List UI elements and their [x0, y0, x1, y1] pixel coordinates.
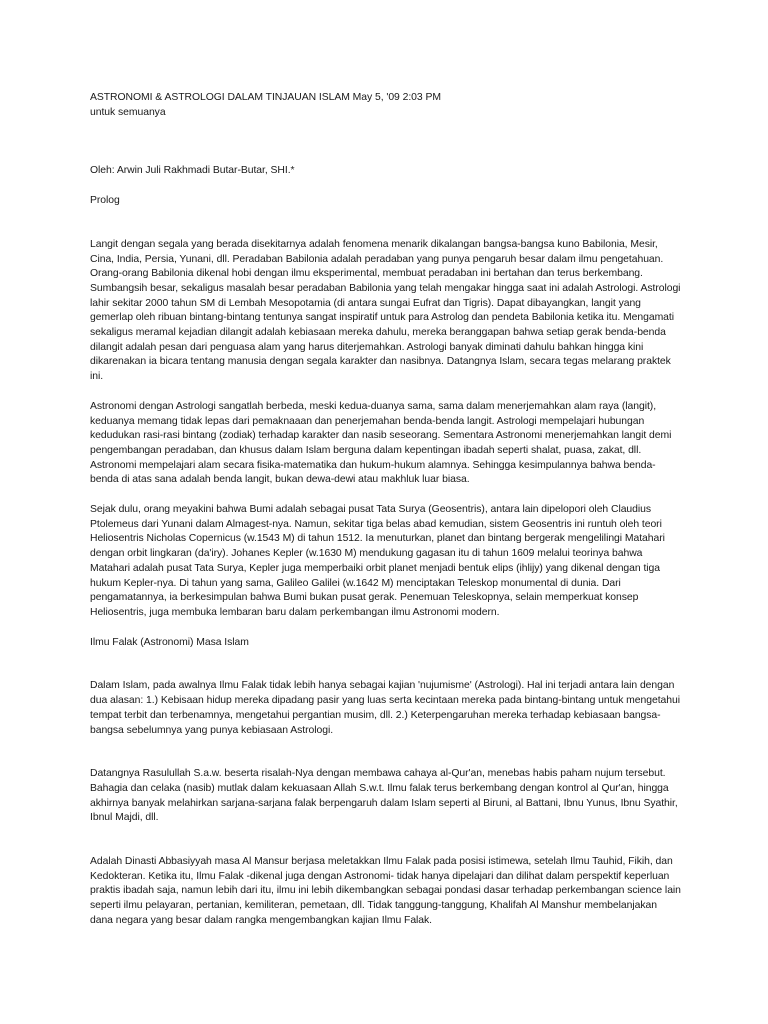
spacer — [90, 385, 682, 400]
author-line: Oleh: Arwin Juli Rakhmadi Butar-Butar, SHI.* — [90, 165, 295, 177]
paragraph-6: Adalah Dinasti Abbasiyyah masa Al Mansur berjasa meletakkan Ilmu Falak pada posisi istimewa, setelah Ilmu Tauhid, Fikih, dan Kedokteran. Ketika itu, Ilmu Falak -dikenal juga dengan Astronomi- tidak hanya dipelajari dan dilihat dalam perspektif keperluan praktis ibadah saja, namun lebih dari itu, ilmu ini lebih dikembangkan sebagai pondasi dasar terhadap perkembangan science lain seperti ilmu pelayaran, pertanian, kemiliteran, pemetaan, dll. Tidak tanggung-tanggung, Khalifah Al Manshur membelanjakan dana negara yang besar dalam rangka mengembangkan kajian Ilmu Falak. — [90, 856, 681, 926]
document-title: ASTRONOMI & ASTROLOGI DALAM TINJAUAN ISLAM May 5, '09 2:03 PM — [90, 92, 441, 103]
document-page — [90, 91, 682, 929]
spacer — [90, 650, 682, 679]
paragraph-4: Dalam Islam, pada awalnya Ilmu Falak tidak lebih hanya sebagai kajian 'nujumisme' (Astrologi). Hal ini terjadi antara lain dengan dua alasan: 1.) Kebisaan hidup mereka dipadang pasir yang luas serta kecintaan mereka pada bintang-bintang untuk mengetahui tempat terbit dan terbenamnya, mengetahui pergantian musim, dll. 2.) Keterpengaruhan mereka terhadap kebiasaan bangsa-bangsa sebelumnya yang punya kebiasaan Astrologi. — [90, 680, 680, 736]
section-heading-falak: Ilmu Falak (Astronomi) Masa Islam — [90, 636, 249, 648]
spacer — [90, 738, 682, 767]
paragraph-1: Langit dengan segala yang berada disekitarnya adalah fenomena menarik dikalangan bangsa-bangsa kuno Babilonia, Mesir, Cina, India, Persia, Yunani, dll. Peradaban Babilonia adalah peradaban yang punya pengaruh besar dalam ilmu pengetahuan. Orang-orang Babilonia dikenal hobi dengan ilmu eksperimental, membuat peradaban ini bertahan dan terus berkembang. Sumbangsih besar, sekaligus masalah besar peradaban Babilonia yang telah mengakar hingga saat ini adalah Astrologi. Astrologi lahir sekitar 2000 tahun SM di Lembah Mesopotamia (di antara sungai Eufrat dan Tigris). Dapat dibayangkan, langit yang gemerlap oleh ribuan bintang-bintang tentunya sangat inspiratif untuk para Astrolog dan pendeta Babilonia ketika itu. Mengamati sekaligus meramal kejadian dilangit adalah kebiasaan mereka dahulu, mereka beranggapan bahwa setiap gerak benda-benda dilangit adalah pesan dari penguasa alam yang harus diterjemahkan. Astrologi banyak diminati dahulu bahkan hingga kini dikarenakan ia bicara tentang manusia dengan segala karakter dan nasibnya. Datangnya Islam, secara tegas melarang praktek ini. — [90, 238, 681, 383]
paragraph-5: Datangnya Rasulullah S.a.w. beserta risalah-Nya dengan membawa cahaya al-Qur'an, menebas habis paham nujum tersebut. Bahagia dan celaka (nasib) mutlak dalam kekuasaan Allah S.w.t. Ilmu falak terus berkembang dengan kontrol al Qur'an, hingga akhirnya banyak melahirkan sarjana-sarjana falak berpengaruh dalam Islam seperti al Biruni, al Battani, Ibnu Yunus, Ibnu Syathir, Ibnul Majdi, dll. — [90, 768, 678, 824]
document-audience: untuk semuanya — [90, 106, 166, 118]
spacer — [90, 209, 682, 238]
spacer — [90, 120, 682, 149]
paragraph-2: Astronomi dengan Astrologi sangatlah berbeda, meski kedua-duanya sama, sama dalam menerjemahkan alam raya (langit), keduanya memang tidak lepas dari pemaknaaan dan penerjemahan benda-benda langit. Astrologi mempelajari hubungan kedudukan rasi-rasi bintang (zodiak) terhadap karakter dan nasib seseorang. Sementara Astronomi menerjemahkan langit demi pengembangan peradaban, dan khusus dalam Islam berguna dalam kepentingan ibadah seperti shalat, puasa, zakat, dll. Astronomi mempelajari alam secara fisika-matematika dan hukum-hukum alamnya. Sehingga kesimpulannya bahwa benda-benda di atas sana adalah benda langit, bukan dewa-dewi atau makhluk luar biasa. — [90, 400, 672, 486]
spacer — [90, 826, 682, 855]
prolog-heading: Prolog — [90, 195, 120, 207]
spacer — [90, 488, 682, 503]
spacer — [90, 179, 682, 194]
spacer — [90, 149, 682, 164]
spacer — [90, 621, 682, 636]
paragraph-3: Sejak dulu, orang meyakini bahwa Bumi adalah sebagai pusat Tata Surya (Geosentris), antara lain dipelopori oleh Claudius Ptolemeus dari Yunani dalam Almagest-nya. Namun, sekitar tiga belas abad kemudian, sistem Geosentris ini runtuh oleh teori Heliosentris Nicholas Copernicus (w.1543 M) di tahun 1512. Ia menuturkan, planet dan bintang bergerak mengelilingi Matahari dengan orbit lingkaran (da'iry). Johanes Kepler (w.1630 M) mendukung gagasan itu di tahun 1609 melalui teorinya bahwa Matahari adalah pusat Tata Surya, Kepler juga memperbaiki orbit planet menjadi bentuk elips (ihlijy) yang dikenal dengan tiga hukum Kepler-nya. Di tahun yang sama, Galileo Galilei (w.1642 M) menciptakan Teleskop monumental di dunia. Dari pengamatannya, ia berkesimpulan bahwa Bumi bukan pusat gerak. Penemuan Teleskopnya, selain memperkuat konsep Heliosentris, juga membuka lembaran baru dalam perkembangan ilmu Astronomi modern. — [90, 504, 665, 618]
